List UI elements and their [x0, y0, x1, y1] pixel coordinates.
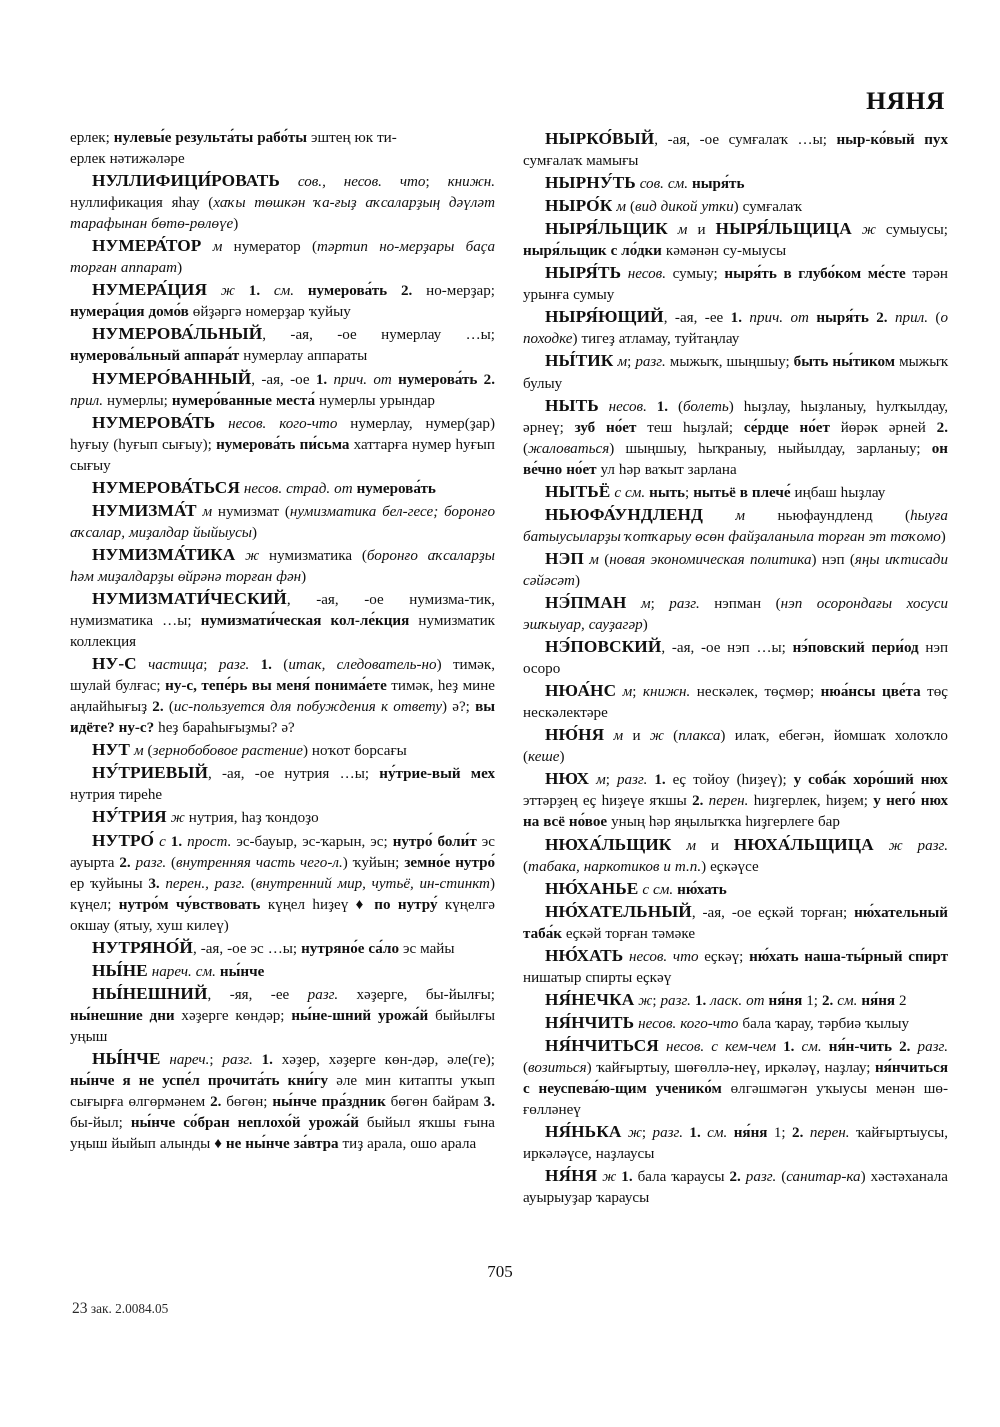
dictionary-entry: НЫ́НЕ нареч. см. ны́нче — [92, 960, 265, 980]
dictionary-entry: НЮ́ХАТЕЛЬНЫЙ, -ая, -ое еҫкәй торған; ню́хательный таба́к еҫкәй торған тәмәке — [523, 901, 948, 942]
dictionary-entry: НЫРЯ́ЛЬЩИК м и НЫРЯ́ЛЬЩИЦА ж сумыусы; ныря́льщик с ло́дки кәмәнән су-мыусы — [523, 219, 948, 260]
dictionary-entry: НУ-С частица; разг. 1. (итак, следователь-но) тимәк, шулай булғас; ну-с, тепе́рь вы меня́ понима́ете тимәк, һеҙ мине аңлайһығыҙ 2. (ис-пользуется для побуждения к ответу) ә?; вы идёте? ну-с? һеҙ бараһығыҙмы? ә? — [70, 654, 496, 737]
dictionary-entry: НЫ́ТИК м; разг. мыжыҡ, шыңшыу; быть ны́тиком мыжыҡ булыу — [523, 351, 948, 392]
dictionary-entry: НУМИЗМАТИ́ЧЕСКИЙ, -ая, -ое нумизма-тик, нумизматика …ы; нумизмати́ческая кол-ле́кция нумизматик коллекция — [70, 588, 496, 651]
dictionary-entry: НУТРО́ с 1. прост. эс-бауыр, эс-ҡарын, эс; нутро́ боли́т эс ауырта 2. разг. (внутренняя часть чего-л.) ҡуйын; земно́е нутро́ ер ҡуйыны 3. перен., разг. (внутренний мир, чутьё, ин-стинкт) күңел; нутро́м чу́вствовать күңел һиҙеү ♦ по нутру́ күңелгә окшау (ятыу, хуш килеү) — [70, 830, 496, 934]
dictionary-entry: НЭ́ПОВСКИЙ, -ая, -ое нэп …ы; нэ́повский пери́од нэп осоро — [523, 637, 949, 678]
dictionary-entry: НЮ́НЯ м и ж (плакса) илаҡ, ебегән, йомшаҡ холоҡло (кеше) — [523, 725, 948, 766]
dictionary-entry: НЫРЯ́ЮЩИЙ, -ая, -ее 1. прич. от ныря́ть 2. прил. (о походке) тигеҙ атламау, туйтаңлау — [523, 307, 948, 348]
dictionary-entry: НЭ́ПМАН м; разг. нэпман (нэп осорондағы хосуси эшҡыуар, сауҙагәр) — [523, 592, 948, 634]
dictionary-entry: НУМЕРО́ВАННЫЙ, -ая, -ое 1. прич. от нумерова́ть 2. прил. нумерлы; нумеро́ванные места́ нумерлы урындар — [70, 368, 496, 409]
dictionary-entry: НУМЕРОВА́ТЬ несов. кого-что нумерлау, нумер(ҙар) һуғыу (һуғып сығыу); нумерова́ть пи́сьма хаттарға нумер һуғып сығыу — [70, 412, 495, 474]
dictionary-entry: НУТРЯНО́Й, -ая, -ое эс …ы; нутряно́е са́ло эс майы — [92, 937, 455, 957]
dictionary-entry: НЮА́НС м; книжн. нескәлек, төҫмөр; нюа́нсы цве́та төҫ нескәлектәре — [523, 681, 948, 722]
dictionary-entry: НУМЕРА́ТОР м нумератор (тәртип но-мерҙары баҫа торған аппарат) — [70, 236, 495, 277]
dictionary-entry: НЯ́НЯ ж 1. бала ҡараусы 2. разг. (санитар-ка) хәстәханала ауырыуҙар ҡараусы — [523, 1166, 949, 1207]
dictionary-entry: НЯ́НЧИТЬ несов. кого-что бала ҡарау, тәрбиә ҡылыу — [545, 1012, 910, 1032]
dictionary-entry: НУМЕРА́ЦИЯ ж 1. см. нумерова́ть 2. но-мерҙар; нумера́ция домо́в өйҙәргә номерҙар ҡуйыу — [70, 280, 495, 321]
dictionary-entry: НЫРНУ́ТЬ сов. см. ныря́ть — [545, 173, 745, 193]
entry-continuation: ерлек; нулевы́е результа́ты рабо́ты эштең юк ти- ерлек нәтижәләре — [70, 130, 397, 168]
dictionary-entry: НЭП м (новая экономическая политика) нэп (яңы иҡтисади сәйәсәт) — [523, 548, 948, 589]
dictionary-entry: НУМИЗМА́Т м нумизмат (нумизматика бел-гесе; боронғо аҡсалар, миҙалдар йыйыусы) — [70, 500, 495, 541]
column-container — [70, 128, 948, 1209]
dictionary-entry: НЯ́НЬКА ж; разг. 1. см. ня́ня 1; 2. перен. ҡайғыртыусы, иркәләүсе, наҙлаусы — [523, 1122, 949, 1163]
imprint-rest: зак. 2.0084.05 — [90, 1301, 169, 1316]
dictionary-entry: НУТ м (зернобобовое растение) ноҡот борсағы — [92, 740, 407, 760]
dictionary-entry: НУЛЛИФИЦИ́РОВАТЬ сов., несов. что; книжн. нуллификация яһау (хаҡы төшкән ҡа-ғыҙ аҡсаларҙың дәүләт тарафынан бөтө-рөлөүе) — [70, 171, 495, 233]
dictionary-entry: НУМЕРОВА́ТЬСЯ несов. страд. от нумерова́ть — [92, 477, 436, 497]
left-column — [70, 128, 495, 1209]
dictionary-entry: НЫРЯ́ТЬ несов. сумыу; ныря́ть в глубо́ком ме́сте тәрән урынға сумыу — [523, 263, 949, 304]
dictionary-entry: НЬЮФА́УНДЛЕНД м ньюфаундленд (һыуға батыусыларҙы ҡотҡарыу өсөн файҙаланыла торған эт тоҡомо) — [523, 504, 948, 545]
right-column — [523, 128, 948, 1209]
dictionary-entry: НЮ́ХАНЬЕ с см. ню́хать — [545, 878, 727, 898]
page-number: 705 — [487, 1262, 513, 1281]
imprint-line — [72, 1300, 168, 1318]
imprint-number: 23 — [72, 1300, 88, 1317]
dictionary-entry: НУ́ТРИЯ ж нутрия, һаҙ ҡондоҙо — [92, 807, 319, 827]
dictionary-entry: НЫ́НЕШНИЙ, -яя, -ее разг. хәҙерге, бы-йылғы; ны́нешние дни хәҙерге көндәр; ны́не-шний урожа́й быйылғы уңыш — [70, 983, 495, 1045]
dictionary-entry: НЫТЬЁ с см. ныть; нытьё в плече́ иңбаш һыҙлау — [545, 481, 886, 501]
dictionary-entry: НЮХА́ЛЬЩИК м и НЮХА́ЛЬЩИЦА ж разг. (табака, наркотиков и т.п.) еҫкәүсе — [523, 834, 948, 875]
running-head: НЯНЯ — [866, 86, 945, 115]
dictionary-entry: НУ́ТРИЕВЫЙ, -ая, -ое нутрия …ы; ну́трие-вый мех нутрия тиреһе — [70, 763, 496, 804]
dictionary-entry: НЫРКО́ВЫЙ, -ая, -ое сумғалаҡ …ы; ныр-ко́вый пух сумғалаҡ мамығы — [523, 129, 949, 170]
dictionary-entry: НЯ́НЕЧКА ж; разг. 1. ласк. от ня́ня 1; 2. см. ня́ня 2 — [545, 989, 907, 1009]
dictionary-entry: НЮ́ХАТЬ несов. что еҫкәү; ню́хать наша-ты́рный спирт нишатыр спирты еҫкәү — [523, 945, 948, 986]
dictionary-entry: НЯ́НЧИТЬСЯ несов. с кем-чем 1. см. ня́н-чить 2. разг. (возиться) ҡайғыртыу, шөғөллә-неү, иркәләү, наҙлау; ня́нчиться с неуспева́ю-щим ученико́м өлгәшмәгән уҡыусы менән шө-ғөлләнеү — [523, 1035, 948, 1119]
dictionary-entry: НЫРО́К м (вид дикой утки) сумғалаҡ — [545, 196, 802, 216]
dictionary-entry: НУМИЗМА́ТИКА ж нумизматика (боронғо аҡсаларҙы һәм миҙалдарҙы өйрәнә торған фән) — [70, 544, 495, 585]
dictionary-entry: НЮХ м; разг. 1. еҫ тойоу (һиҙеү); у соба́к хоро́ший нюх эттәрҙең еҫ һиҙеүе яҡшы 2. перен. һиҙгерлек, һиҙем; у него́ нюх на всё но́вое уның һәр яңылыҡҡа һиҙгерлеге бар — [523, 769, 948, 831]
dictionary-entry: НУМЕРОВА́ЛЬНЫЙ, -ая, -ое нумерлау …ы; нумерова́льный аппара́т нумерлау аппараты — [70, 324, 496, 365]
dictionary-entry: НЫТЬ несов. 1. (болеть) һыҙлау, һыҙланыу, һулҡылдау, әрнеү; зуб но́ет теш һыҙлай; се́рдце но́ет йөрәк әрней 2. (жаловаться) шыңшыу, һыҡраныу, ныйылдау, зарланыу; он ве́чно но́ет ул һәр ваҡыт зарлана — [523, 395, 948, 478]
dictionary-entry: НЫ́НЧЕ нареч.; разг. 1. хәҙер, хәҙерге көн-дәр, әле(ге); ны́нче я не успе́л прочита́ть кни́гу әле мин китапты уҡып сығырға өлгөрмәнем 2. бөгөн; ны́нче пра́здник бөгөн байрам 3. бы-йыл; ны́нче со́бран неплохо́й урожа́й быйыл яҡшы ғына уңыш йыйып алынды ♦ не ны́нче за́втра тиҙ арала, ошо арала — [70, 1048, 495, 1153]
